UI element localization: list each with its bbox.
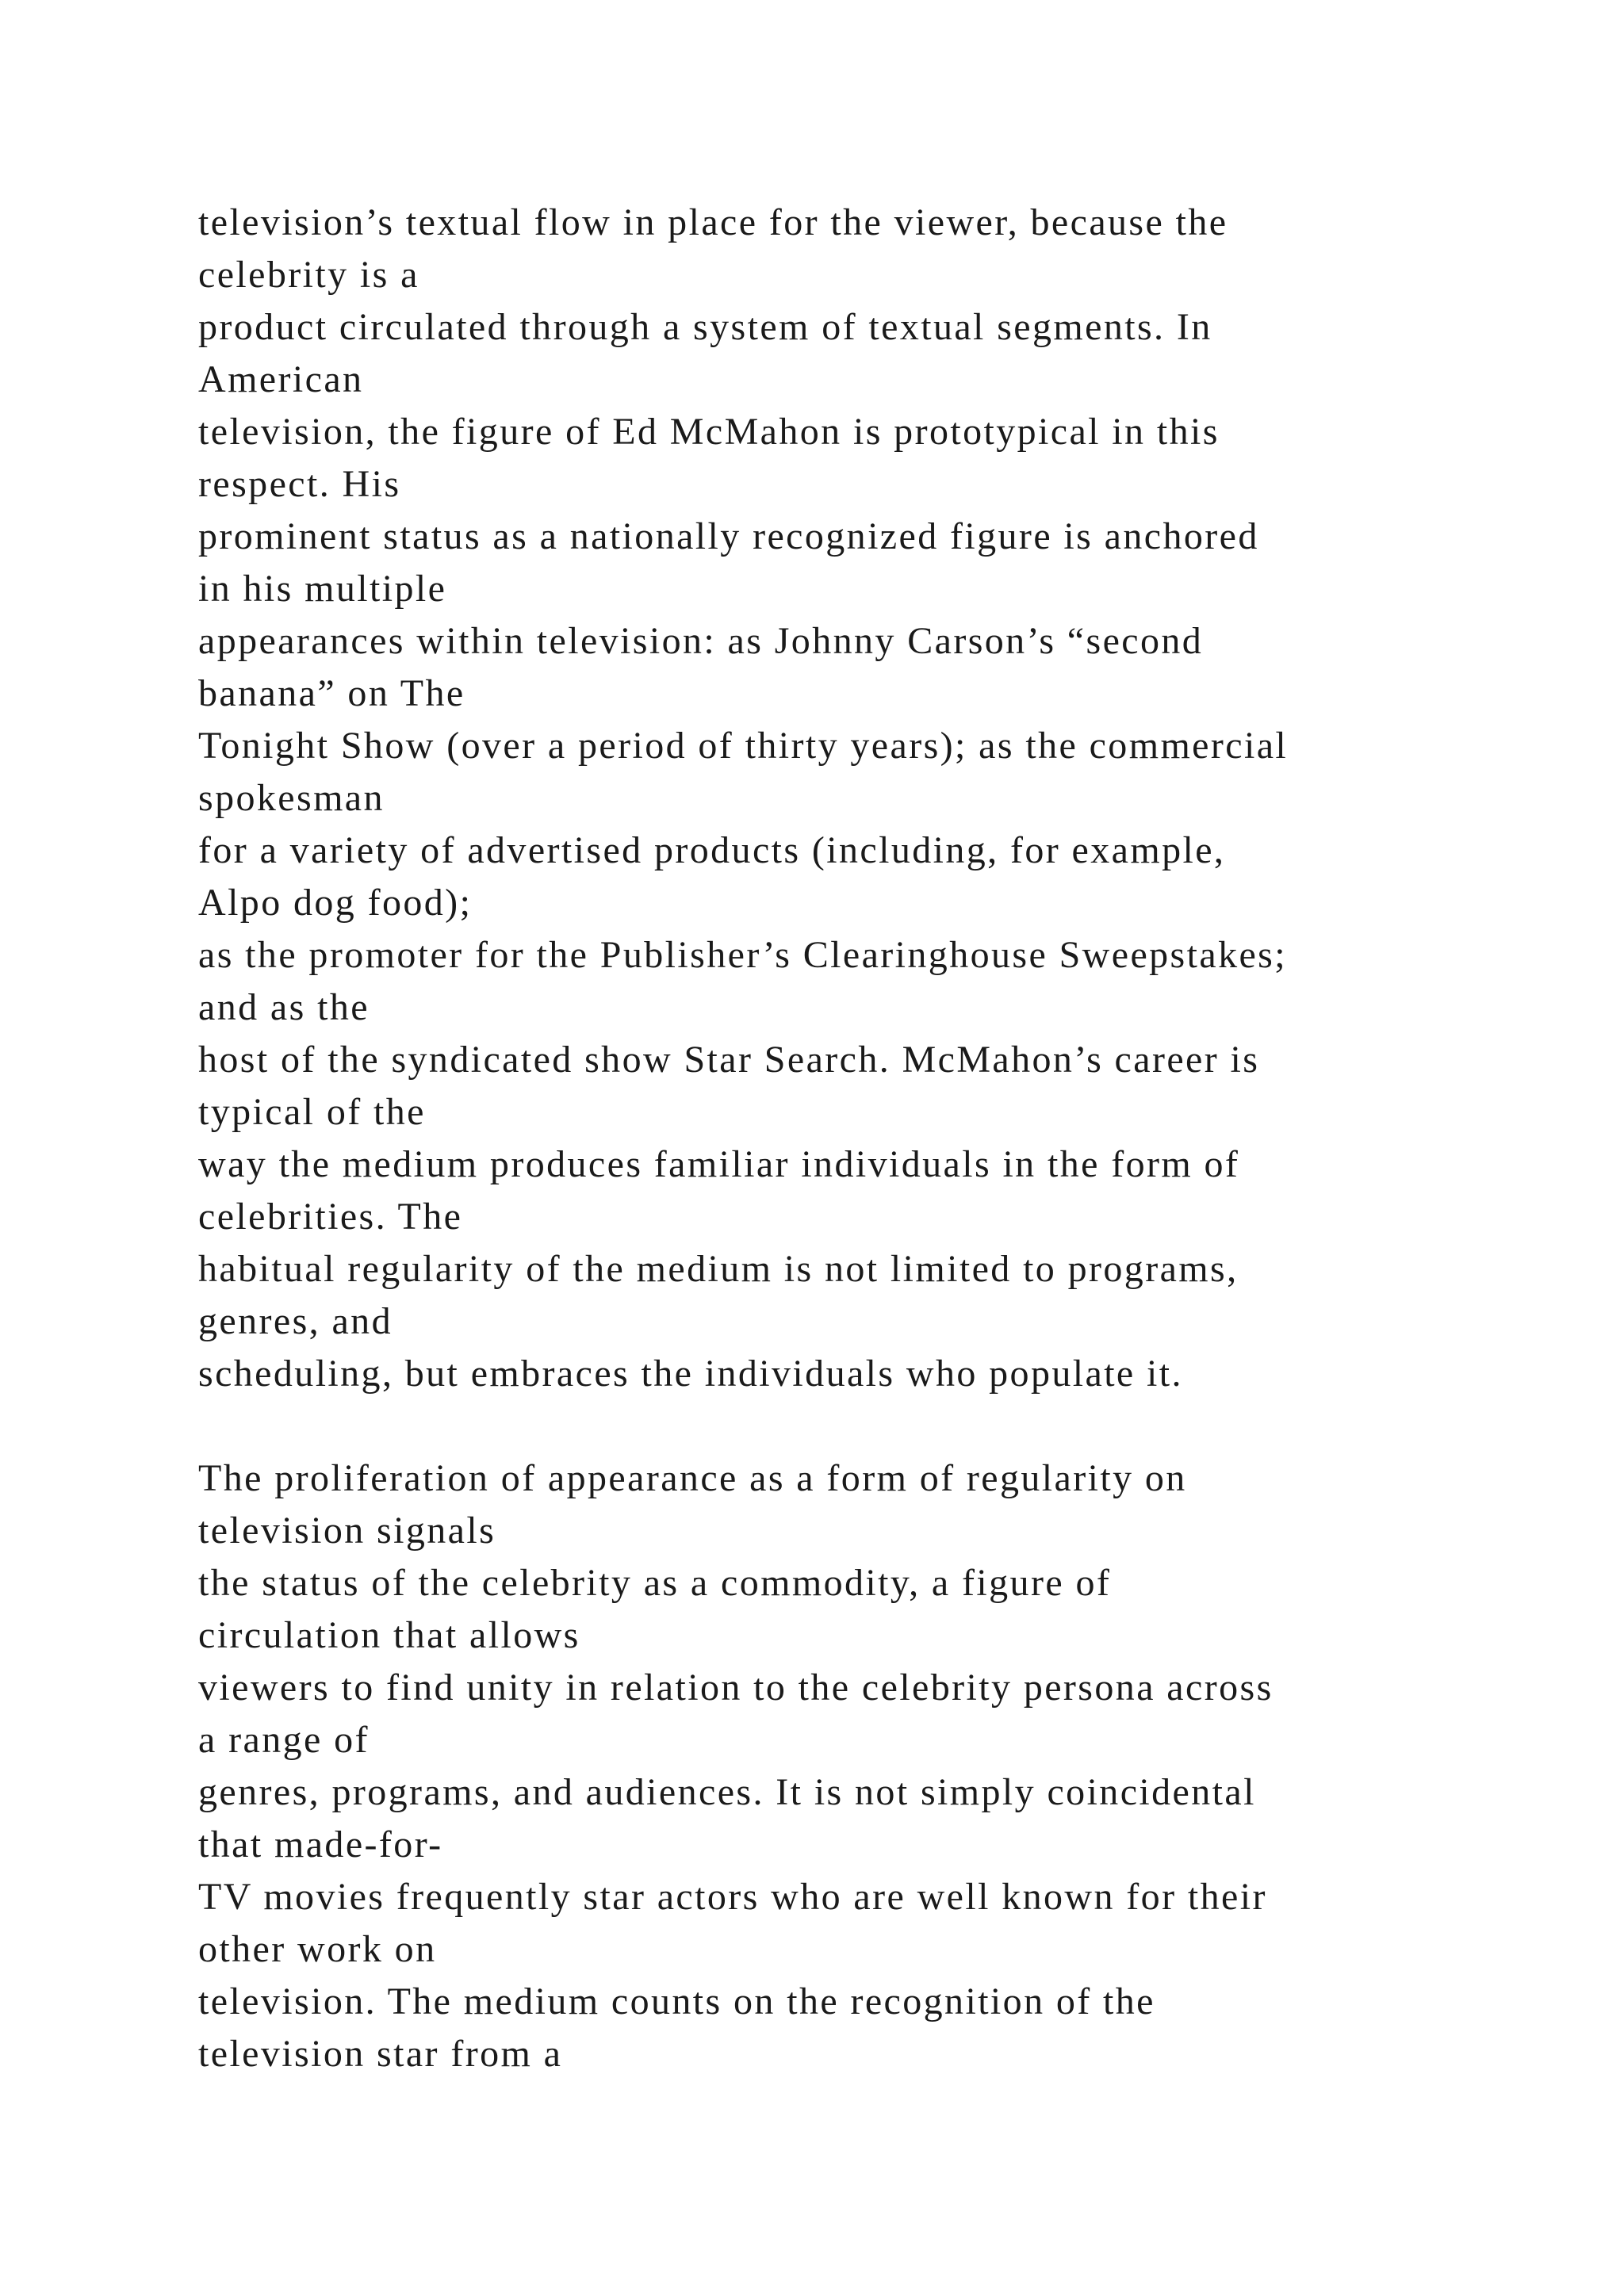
text-line: way the medium produces familiar individuals in the form of xyxy=(198,1143,1240,1185)
text-line: genres, programs, and audiences. It is not simply coincidental xyxy=(198,1771,1256,1813)
text-line: other work on xyxy=(198,1928,437,1970)
text-line: typical of the xyxy=(198,1091,426,1133)
text-line: spokesman xyxy=(198,777,385,819)
text-line: appearances within television: as Johnny Carson’s “second xyxy=(198,620,1204,662)
text-line: that made-for- xyxy=(198,1823,443,1866)
text-line: as the promoter for the Publisher’s Clearinghouse Sweepstakes; xyxy=(198,934,1287,976)
text-line: television star from a xyxy=(198,2033,563,2075)
text-line: TV movies frequently star actors who are well known for their xyxy=(198,1876,1267,1918)
text-line: prominent status as a nationally recognized figure is anchored xyxy=(198,515,1259,557)
text-line: the status of the celebrity as a commodity, a figure of xyxy=(198,1562,1112,1604)
text-line: Tonight Show (over a period of thirty years); as the commercial xyxy=(198,725,1289,767)
text-line: American xyxy=(198,358,364,400)
text-line: television signals xyxy=(198,1510,496,1552)
text-line: host of the syndicated show Star Search. McMahon’s career is xyxy=(198,1039,1260,1081)
paragraph-2 xyxy=(198,1452,1546,2080)
text-line: viewers to find unity in relation to the celebrity persona across xyxy=(198,1667,1274,1709)
text-line: in his multiple xyxy=(198,568,447,610)
text-line: genres, and xyxy=(198,1300,393,1342)
text-line: for a variety of advertised products (including, for example, xyxy=(198,829,1226,871)
text-line: a range of xyxy=(198,1719,370,1761)
text-line: celebrities. The xyxy=(198,1196,463,1238)
body-text xyxy=(198,197,1546,2080)
text-line: circulation that allows xyxy=(198,1614,580,1656)
text-line: celebrity is a xyxy=(198,254,419,296)
text-line: banana” on The xyxy=(198,672,465,714)
text-line: television, the figure of Ed McMahon is prototypical in this xyxy=(198,411,1220,453)
paragraph-gap xyxy=(198,1400,1546,1452)
text-line: habitual regularity of the medium is not limited to programs, xyxy=(198,1248,1239,1290)
text-line: television. The medium counts on the recognition of the xyxy=(198,1980,1155,2022)
text-line: scheduling, but embraces the individuals who populate it. xyxy=(198,1353,1183,1395)
text-line: television’s textual flow in place for the viewer, because the xyxy=(198,201,1228,243)
text-line: respect. His xyxy=(198,463,401,505)
paragraph-1 xyxy=(198,197,1546,1400)
text-line: The proliferation of appearance as a form of regularity on xyxy=(198,1457,1187,1499)
text-line: Alpo dog food); xyxy=(198,882,473,924)
text-line: product circulated through a system of textual segments. In xyxy=(198,306,1212,348)
text-line: and as the xyxy=(198,986,370,1028)
